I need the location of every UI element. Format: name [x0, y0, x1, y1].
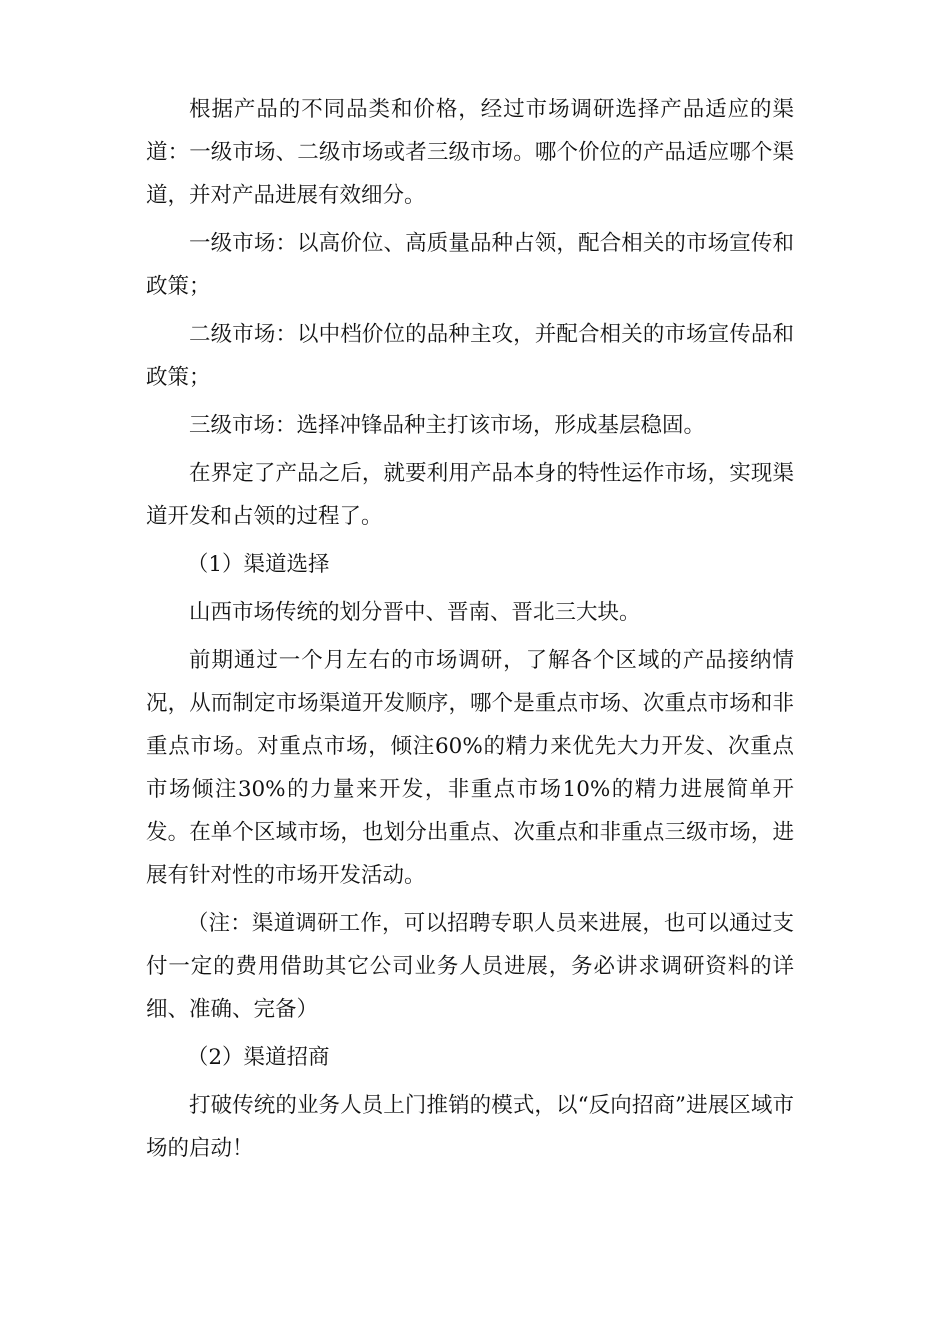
paragraph-shanxi-regions: 山西市场传统的划分晋中、晋南、晋北三大块。: [189, 600, 641, 625]
document-body: [146, 88, 794, 1175]
paragraph-tier-two: 二级市场：以中档价位的品种主攻，并配合相关的市场宣传品和政策；: [146, 322, 794, 390]
paragraph-market-research: 前期通过一个月左右的市场调研，了解各个区域的产品接纳情况，从而制定市场渠道开发顺序，哪个是重点市场、次重点市场和非重点市场。对重点市场，倾注60%的精力来优先大力开发、次重点市场倾注30%的力量来开发，非重点市场10%的精力进展简单开发。在单个区域市场，也划分出重点、次重点和非重点三级市场，进展有针对性的市场开发活动。: [146, 648, 794, 888]
paragraph-tier-three: 三级市场：选择冲锋品种主打该市场，形成基层稳固。: [189, 413, 706, 438]
paragraph-tier-one: 一级市场：以高价位、高质量品种占领，配合相关的市场宣传和政策；: [146, 231, 794, 299]
heading-channel-selection: （1）渠道选择: [186, 552, 330, 577]
paragraph-note: （注：渠道调研工作，可以招聘专职人员来进展，也可以通过支付一定的费用借助其它公司业务人员进展，务必讲求调研资料的详细、准确、完备）: [146, 911, 794, 1022]
paragraph-channel-tiers: 根据产品的不同品类和价格，经过市场调研选择产品适应的渠道：一级市场、二级市场或者三级市场。哪个价位的产品适应哪个渠道，并对产品进展有效细分。: [146, 97, 794, 208]
heading-channel-recruitment: （2）渠道招商: [186, 1045, 330, 1070]
paragraph-after-definition: 在界定了产品之后，就要利用产品本身的特性运作市场，实现渠道开发和占领的过程了。: [146, 461, 794, 529]
paragraph-reverse-recruitment: 打破传统的业务人员上门推销的模式，以“反向招商”进展区域市场的启动！: [146, 1093, 794, 1161]
